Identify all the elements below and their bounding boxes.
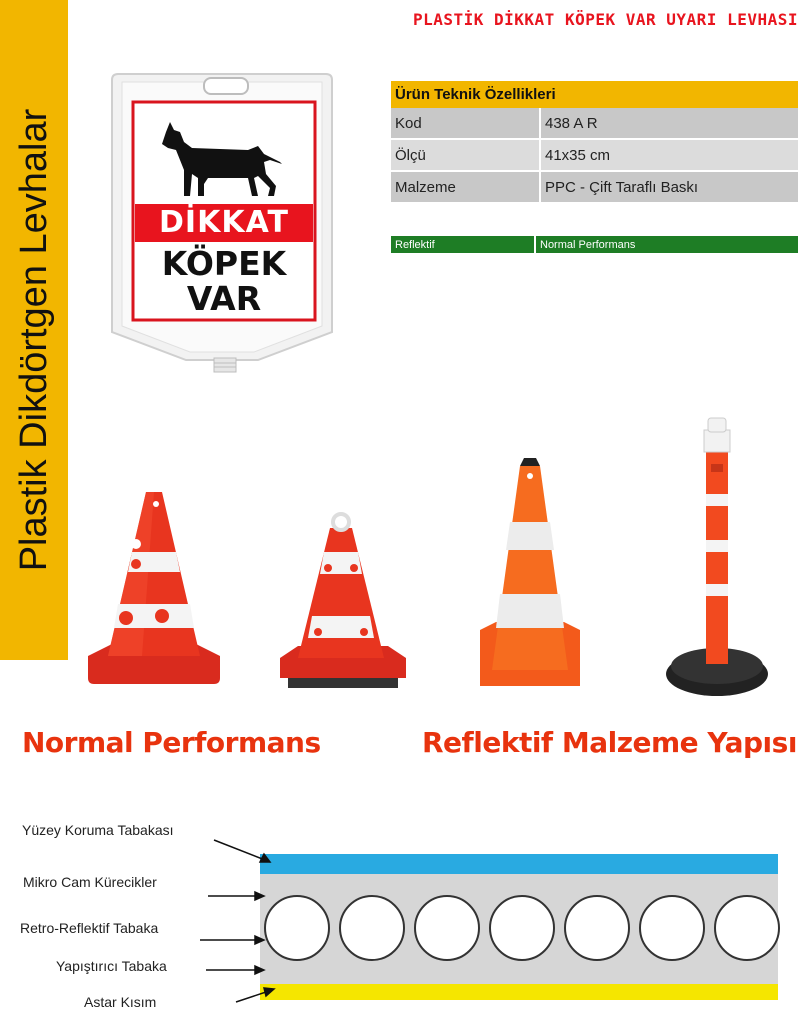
spec-table xyxy=(391,81,798,202)
side-title: Plastik Dikdörtgen Levhalar xyxy=(13,108,55,572)
layer-label: Retro-Reflektif Tabaka xyxy=(20,920,159,936)
layer-surface-protection xyxy=(260,854,778,874)
spec-heading: Ürün Teknik Özellikleri xyxy=(391,81,798,108)
spec-value: 41x35 cm xyxy=(540,139,798,171)
sign-text-kopek: KÖPEK xyxy=(161,244,287,283)
layer-label: Yüzey Koruma Tabakası xyxy=(22,822,174,838)
reflective-layer-diagram xyxy=(200,830,790,1020)
spec-value: 438 A R xyxy=(540,108,798,139)
spec-label: Kod xyxy=(391,108,540,139)
sign-text-var: VAR xyxy=(186,279,262,318)
reflective-label: Reflektif xyxy=(391,236,535,253)
sign-text-dikkat: DİKKAT xyxy=(159,205,289,240)
layer-label: Astar Kısım xyxy=(84,994,157,1010)
bollard-image xyxy=(664,416,770,698)
traffic-cone-image-1 xyxy=(86,486,222,692)
table-row xyxy=(391,139,798,171)
reflective-table xyxy=(391,236,798,253)
heading-normal-performance: Normal Performans xyxy=(22,726,321,759)
layer-primer xyxy=(260,984,778,1000)
layer-label: Mikro Cam Kürecikler xyxy=(23,874,157,890)
spec-label: Ölçü xyxy=(391,139,540,171)
reflective-value: Normal Performans xyxy=(535,236,798,253)
table-row xyxy=(391,236,798,253)
reflective-cone-image xyxy=(476,458,584,692)
heading-reflective-structure: Reflektif Malzeme Yapısı xyxy=(422,726,797,759)
page-title: PLASTİK DİKKAT KÖPEK VAR UYARI LEVHASI xyxy=(412,10,798,29)
spec-label: Malzeme xyxy=(391,171,540,202)
table-row xyxy=(391,108,798,139)
traffic-cone-image-2 xyxy=(278,512,408,692)
spec-table-header xyxy=(391,81,798,108)
table-row xyxy=(391,171,798,202)
layer-label: Yapıştırıcı Tabaka xyxy=(56,958,167,974)
spec-value: PPC - Çift Taraflı Baskı xyxy=(540,171,798,202)
